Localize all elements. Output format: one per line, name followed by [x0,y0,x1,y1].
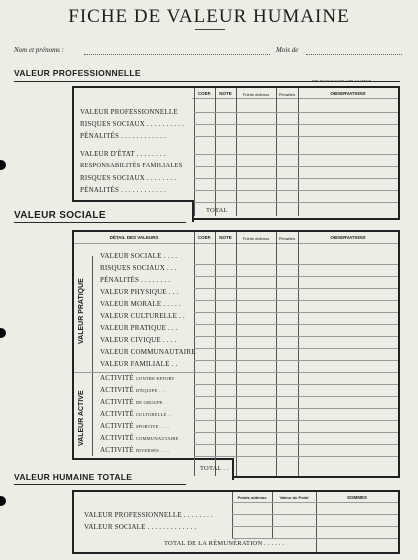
name-field[interactable] [84,54,270,55]
punch-hole [0,160,6,170]
row-label: VALEUR COMMUNAUTAIRE [100,348,196,356]
row-label: ACTIVITÉ [100,434,134,442]
row-label: VALEUR SOCIALE . . . . . . . . . . . . . [84,523,197,531]
row-label: VALEUR FAMILIALE . . [100,360,178,368]
col-note: NOTE [219,235,232,240]
activity-row [100,446,170,454]
row-label: VALEUR SOCIALE . . . . [100,252,178,260]
row-label: RESPONSABILITÉS FAMILIALES [80,162,183,169]
row-label: VALEUR PROFESSIONNELLE [80,108,178,116]
row-label: ACTIVITÉ [100,446,134,454]
col-penalites: Pénalités [278,236,296,241]
col-points: Points obtenus [242,92,270,97]
group-label-active: VALEUR ACTIVE [78,390,85,446]
row-sublabel: COMMUNAUTAIRE [135,436,179,441]
col-note: NOTE [219,91,232,96]
row-label: ACTIVITÉ [100,386,134,394]
row-label: PÉNALITÉS . . . . . . . . . . . . [80,186,166,194]
activity-row [100,398,171,406]
col-coef: COEF. [197,91,212,96]
row-label: RISQUES SOCIAUX . . . . . . . . [80,174,177,182]
section-rule [14,222,186,223]
title-ornament [195,29,225,30]
section-title-professional: VALEUR PROFESSIONNELLE [14,68,141,78]
name-label: Nom et prénoms : [14,46,64,54]
row-label: VALEUR PRATIQUE . . . [100,324,178,332]
row-label: VALEUR PROFESSIONNELLE . . . . . . . . [84,511,214,519]
row-label: VALEUR CIVIQUE . . . . [100,336,177,344]
row-label: PÉNALITÉS . . . . . . . . . . . . [80,132,166,140]
activity-row [100,374,174,382]
activity-row [100,410,172,418]
section-title-totale: VALEUR HUMAINE TOTALE [14,472,133,482]
total-label: TOTAL . . [200,465,229,472]
col-sommes: SOMMES [346,495,367,500]
row-label: RISQUES SOCIAUX . . . [100,264,177,272]
month-label: Mois de [276,46,299,54]
row-label: ACTIVITÉ [100,398,134,406]
row-label: ACTIVITÉ [100,410,134,418]
section-title-sociale: VALEUR SOCIALE [14,210,106,221]
col-penalites: Pénalités [278,92,296,97]
punch-hole [0,328,6,338]
total-label: TOTAL [206,207,228,214]
activity-row [100,386,165,394]
row-sublabel: SPORTIVE . . . . [135,424,170,429]
row-label: RISQUES SOCIAUX . . . . . . . . . . [80,120,185,128]
row-label: ACTIVITÉ [100,374,134,382]
group-label-pratique: VALEUR PRATIQUE [78,278,85,344]
col-detail: DÉTAIL DES VALEURS [109,235,159,240]
col-observations: OBSERVATIONS [330,235,366,240]
col-observations: OBSERVATIONS [330,91,366,96]
row-label: ACTIVITÉ [100,422,134,430]
row-sublabel: CULTURELLE . . [135,412,172,417]
section-rule [14,484,186,485]
row-sublabel: D'ÉQUIPE . . . [135,388,166,393]
row-label: VALEUR CULTURELLE . . [100,312,185,320]
activity-row [100,434,179,442]
page-title: FICHE DE VALEUR HUMAINE [68,6,350,27]
col-points: Points obtenus [242,236,270,241]
activity-row [100,422,169,430]
row-label: VALEUR PHYSIQUE . . . [100,288,179,296]
row-sublabel: DE GROUPE . . . [135,400,171,405]
punch-hole [0,496,6,506]
col-coef: COEF. [197,235,212,240]
row-label: PÉNALITÉS . . . . . . . . [100,276,171,284]
row-label: VALEUR D'ÉTAT . . . . . . . . [80,150,166,158]
row-label: VALEUR MORALE . . . . . [100,300,181,308]
printer-note: IMP. PAGNAN & ENLAIRE, VALENCE [312,79,371,83]
total-remuneration-label: TOTAL DE LA RÉMUNÉRATION . . . . . . [164,540,285,547]
row-sublabel: DIVERSES . . . . [135,448,170,453]
month-field[interactable] [306,54,402,55]
row-sublabel: CONTRE-EFFORT [135,376,175,381]
col-points: Points obtenus [237,495,267,500]
col-valeur-point: Valeur du Point [279,495,309,500]
